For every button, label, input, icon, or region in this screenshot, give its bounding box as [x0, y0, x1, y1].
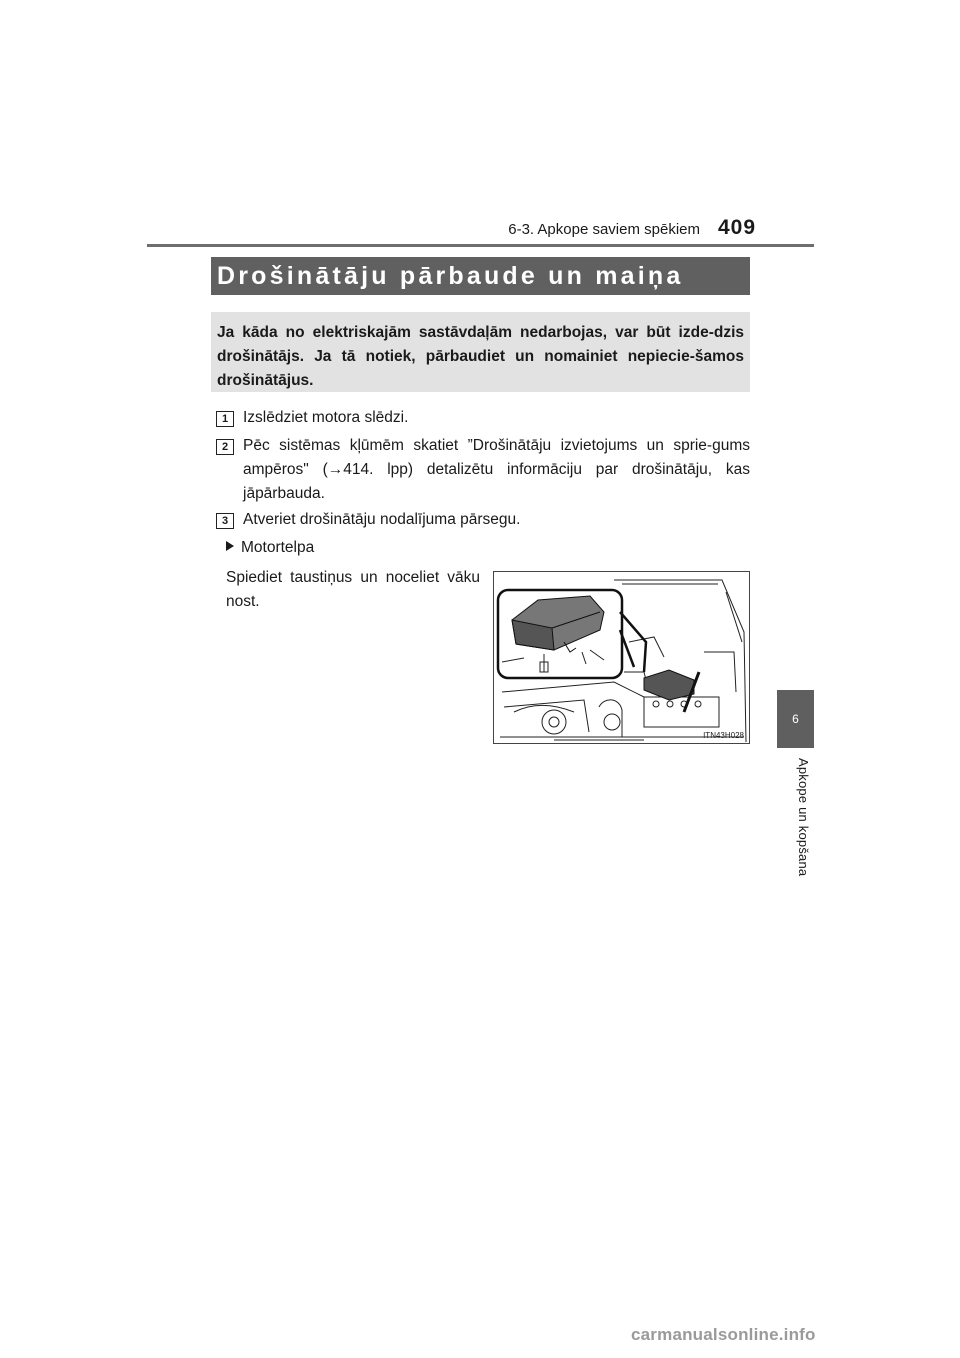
chapter-title: Apkope un kopšana	[796, 758, 811, 877]
intro-text: Ja kāda no elektriskajām sastāvdaļām nedarbojas, var būt izde-dzis drošinātājs. Ja tā notiek, pārbaudiet un nomainiet nepiecie-šamos drošinātājus.	[217, 324, 744, 389]
triangle-bullet-icon	[226, 541, 234, 551]
engine-fuse-box-illustration	[493, 571, 750, 744]
sub-heading-label: Motortelpa	[241, 539, 315, 556]
page-title: Drošinātāju pārbaude un maiņa	[211, 257, 750, 295]
header-section-title: 6-3. Apkope saviem spēkiem	[508, 221, 700, 238]
step-number-1: 1	[216, 411, 234, 427]
sub-heading	[226, 539, 314, 557]
watermark-text: carmanualsonline.info	[631, 1325, 816, 1344]
step-text-2: Pēc sistēmas kļūmēm skatiet ”Drošinātāju izvietojums un sprie-gums ampēros" (→414. lpp) detalizētu informāciju par drošinātāju, kas jāpārbauda.	[243, 437, 750, 502]
intro-box	[211, 312, 750, 392]
instruction-text: Spiediet taustiņus un noceliet vāku nost.	[226, 569, 480, 610]
chapter-tab	[777, 690, 814, 748]
header-divider	[147, 244, 814, 247]
page-number: 409	[718, 216, 757, 239]
step-number-2: 2	[216, 439, 234, 455]
chapter-number: 6	[792, 712, 799, 726]
engine-bay-drawing	[494, 572, 749, 743]
figure-code: ITN43H028	[703, 731, 744, 740]
step-text-3: Atveriet drošinātāju nodalījuma pārsegu.	[243, 511, 521, 528]
step-number-3: 3	[216, 513, 234, 529]
step-text-1: Izslēdziet motora slēdzi.	[243, 409, 409, 426]
